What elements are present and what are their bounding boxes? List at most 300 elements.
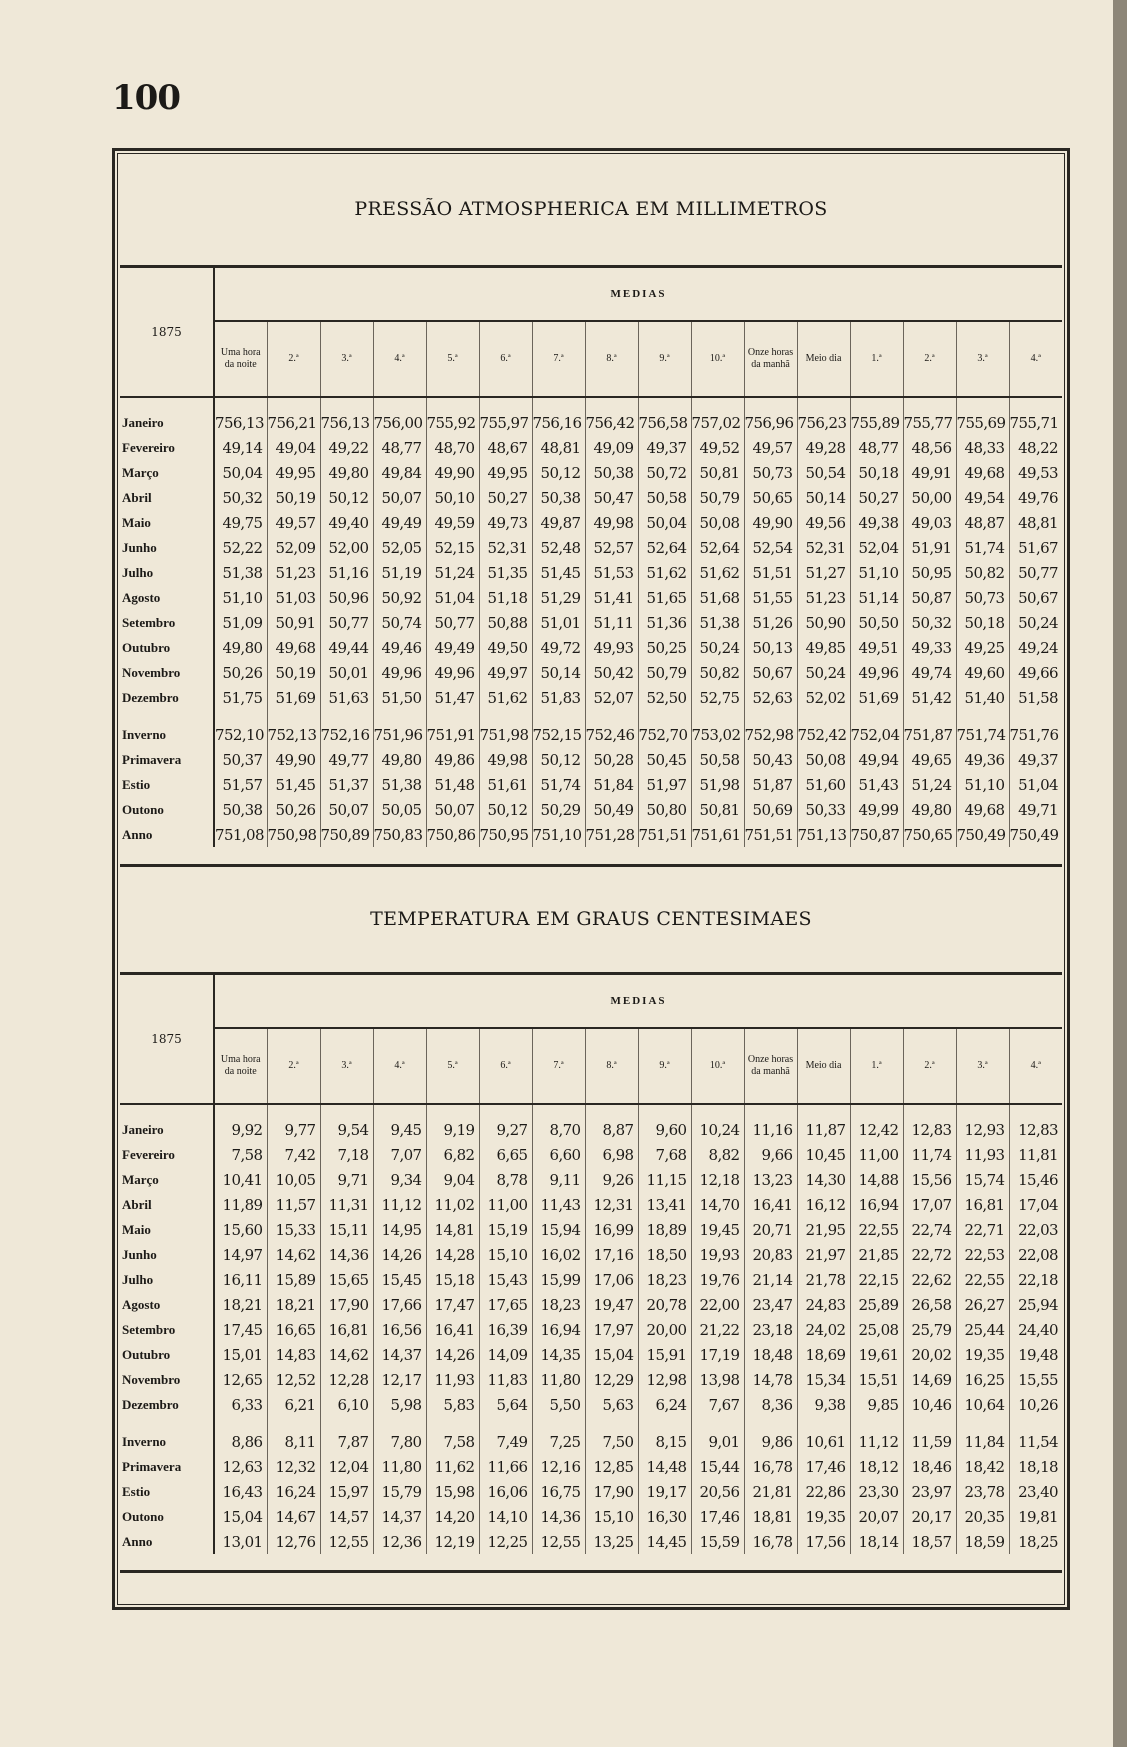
temperature-value-cell: 14,26 bbox=[373, 1242, 426, 1267]
temperature-value-cell: 20,78 bbox=[638, 1292, 691, 1317]
pressure-value-cell: 49,80 bbox=[320, 460, 373, 485]
pressure-value-cell: 50,24 bbox=[797, 660, 850, 685]
page-number: 100 bbox=[112, 78, 180, 118]
temperature-value-cell: 21,85 bbox=[850, 1242, 903, 1267]
pressure-spacer-cell bbox=[120, 397, 214, 410]
pressure-value-cell: 51,36 bbox=[638, 610, 691, 635]
pressure-value-cell: 756,23 bbox=[797, 410, 850, 435]
temperature-value-cell: 11,81 bbox=[1018, 1145, 1059, 1164]
pressure-value-cell: 48,87 bbox=[956, 510, 1009, 535]
pressure-value-cell: 751,91 bbox=[426, 722, 479, 747]
temperature-value-cell: 15,74 bbox=[956, 1167, 1009, 1192]
pressure-value-cell: 49,90 bbox=[744, 510, 797, 535]
temperature-value-cell: 11,83 bbox=[479, 1367, 532, 1392]
temperature-value-cell: 15,45 bbox=[373, 1267, 426, 1292]
pressure-row-label: Abril bbox=[120, 485, 214, 510]
pressure-title: PRESSÃO ATMOSPHERICA EM MILLIMETROS bbox=[354, 198, 828, 220]
pressure-value-cell: 750,98 bbox=[267, 822, 320, 847]
pressure-value-cell: 48,67 bbox=[479, 435, 532, 460]
temperature-spacer-cell bbox=[638, 1417, 691, 1429]
pressure-value-cell: 51,83 bbox=[532, 685, 585, 710]
pressure-value-cell: 49,85 bbox=[797, 635, 850, 660]
temperature-value-cell: 23,78 bbox=[956, 1479, 1009, 1504]
temperature-value-cell: 5,83 bbox=[426, 1392, 479, 1417]
pressure-value-cell: 52,05 bbox=[373, 535, 426, 560]
pressure-value-cell: 51,53 bbox=[585, 560, 638, 585]
pressure-value-cell: 751,08 bbox=[214, 822, 267, 847]
pressure-spacer-cell bbox=[1009, 397, 1062, 410]
pressure-value-cell: 51,75 bbox=[214, 685, 267, 710]
pressure-value-cell: 51,09 bbox=[214, 610, 267, 635]
temperature-value-cell: 9,27 bbox=[479, 1117, 532, 1142]
pressure-value-cell: 51,48 bbox=[426, 772, 479, 797]
temperature-value-cell: 8,70 bbox=[532, 1117, 585, 1142]
temperature-value-cell: 14,81 bbox=[426, 1217, 479, 1242]
temperature-spacer-cell bbox=[903, 1417, 956, 1429]
pressure-row-label: Outubro bbox=[120, 635, 214, 660]
pressure-value-cell: 755,71 bbox=[1009, 413, 1059, 432]
pressure-value-cell: 50,08 bbox=[797, 747, 850, 772]
temperature-value-cell: 12,04 bbox=[320, 1454, 373, 1479]
temperature-row-label: Primavera bbox=[120, 1454, 214, 1479]
temperature-value-cell: 9,60 bbox=[638, 1117, 691, 1142]
pressure-value-cell: 52,31 bbox=[479, 535, 532, 560]
pressure-value-cell: 49,36 bbox=[956, 747, 1009, 772]
pressure-value-cell: 50,80 bbox=[638, 797, 691, 822]
pressure-row-label: Setembro bbox=[120, 610, 214, 635]
pressure-value-cell: 50,27 bbox=[479, 485, 532, 510]
temperature-value-cell: 14,45 bbox=[638, 1529, 691, 1554]
pressure-value-cell: 752,98 bbox=[744, 722, 797, 747]
temperature-value-cell: 17,16 bbox=[585, 1242, 638, 1267]
pressure-month-row bbox=[120, 560, 1062, 585]
temperature-value-cell: 12,29 bbox=[585, 1367, 638, 1392]
temperature-value-cell: 19,81 bbox=[1018, 1507, 1059, 1526]
temperature-month-row bbox=[120, 1342, 1062, 1367]
temperature-value-cell: 11,80 bbox=[532, 1367, 585, 1392]
pressure-value-cell: 50,73 bbox=[744, 460, 797, 485]
pressure-value-cell: 49,95 bbox=[267, 460, 320, 485]
temperature-month-row bbox=[120, 1192, 1062, 1217]
pressure-value-cell: 50,79 bbox=[638, 660, 691, 685]
pressure-row-label: Dezembro bbox=[120, 685, 214, 710]
temperature-value-cell: 17,06 bbox=[585, 1267, 638, 1292]
pressure-value-cell: 751,87 bbox=[903, 722, 956, 747]
pressure-spacer-cell bbox=[956, 397, 1009, 410]
temperature-value-cell: 7,18 bbox=[320, 1142, 373, 1167]
pressure-value-cell: 756,42 bbox=[585, 410, 638, 435]
temperature-value-cell: 7,87 bbox=[320, 1429, 373, 1454]
temperature-row-label: Abril bbox=[120, 1192, 214, 1217]
temperature-row-label: Dezembro bbox=[120, 1392, 214, 1417]
pressure-value-cell: 751,51 bbox=[744, 822, 797, 847]
pressure-value-cell: 51,14 bbox=[850, 585, 903, 610]
temperature-column-header: 3.ª bbox=[320, 1028, 373, 1104]
temperature-month-row bbox=[120, 1117, 1062, 1142]
pressure-value-cell: 50,88 bbox=[479, 610, 532, 635]
temperature-value-cell: 16,78 bbox=[744, 1454, 797, 1479]
temperature-spacer-cell bbox=[691, 1417, 744, 1429]
temperature-bottom-rule bbox=[120, 1570, 1062, 1573]
temperature-spacer-cell bbox=[214, 1104, 267, 1117]
pressure-value-cell: 50,92 bbox=[373, 585, 426, 610]
temperature-value-cell: 11,12 bbox=[373, 1192, 426, 1217]
temperature-value-cell: 16,39 bbox=[479, 1317, 532, 1342]
pressure-value-cell: 52,15 bbox=[426, 535, 479, 560]
pressure-value-cell: 50,04 bbox=[638, 510, 691, 535]
temperature-year-label: 1875 bbox=[120, 974, 214, 1105]
pressure-spacer-cell bbox=[373, 710, 426, 722]
temperature-value-cell: 15,91 bbox=[638, 1342, 691, 1367]
temperature-value-cell: 9,45 bbox=[373, 1117, 426, 1142]
temperature-column-header: 5.ª bbox=[426, 1028, 479, 1104]
pressure-value-cell: 48,81 bbox=[532, 435, 585, 460]
temperature-spacer-cell bbox=[956, 1417, 1009, 1429]
temperature-value-cell: 14,69 bbox=[903, 1367, 956, 1392]
temperature-value-cell: 22,71 bbox=[956, 1217, 1009, 1242]
temperature-value-cell: 6,33 bbox=[214, 1392, 267, 1417]
temperature-value-cell: 11,43 bbox=[532, 1192, 585, 1217]
temperature-spacer-cell bbox=[120, 1417, 214, 1429]
pressure-value-cell: 757,02 bbox=[691, 410, 744, 435]
temperature-value-cell: 8,82 bbox=[691, 1142, 744, 1167]
pressure-value-cell: 750,86 bbox=[426, 822, 479, 847]
pressure-value-cell: 50,65 bbox=[744, 485, 797, 510]
pressure-row-label: Anno bbox=[120, 822, 214, 847]
temperature-value-cell: 18,23 bbox=[532, 1292, 585, 1317]
temperature-value-cell: 22,72 bbox=[903, 1242, 956, 1267]
pressure-season-row bbox=[120, 747, 1062, 772]
pressure-month-row bbox=[120, 410, 1062, 435]
temperature-value-cell: 11,59 bbox=[903, 1429, 956, 1454]
temperature-spacer-cell bbox=[638, 1104, 691, 1117]
temperature-value-cell: 17,04 bbox=[1018, 1195, 1059, 1214]
pressure-medias-label: MEDIAS bbox=[214, 267, 1062, 322]
pressure-month-row bbox=[120, 610, 1062, 635]
temperature-row-label: Estio bbox=[120, 1479, 214, 1504]
temperature-value-cell: 15,19 bbox=[479, 1217, 532, 1242]
pressure-value-cell: 51,01 bbox=[532, 610, 585, 635]
temperature-value-cell: 18,18 bbox=[1018, 1457, 1059, 1476]
pressure-value-cell: 49,90 bbox=[267, 747, 320, 772]
temperature-row-label: Setembro bbox=[120, 1317, 214, 1342]
temperature-value-cell: 18,81 bbox=[744, 1504, 797, 1529]
temperature-value-cell: 18,57 bbox=[903, 1529, 956, 1554]
pressure-value-cell: 51,67 bbox=[1018, 538, 1059, 557]
pressure-value-cell: 751,74 bbox=[956, 722, 1009, 747]
temperature-value-cell: 11,74 bbox=[903, 1142, 956, 1167]
temperature-value-cell: 14,95 bbox=[373, 1217, 426, 1242]
pressure-value-cell: 49,03 bbox=[903, 510, 956, 535]
temperature-value-cell: 14,78 bbox=[744, 1367, 797, 1392]
temperature-value-cell: 13,25 bbox=[585, 1529, 638, 1554]
pressure-column-header: 7.ª bbox=[532, 321, 585, 397]
pressure-value-cell: 49,97 bbox=[479, 660, 532, 685]
temperature-value-cell: 20,71 bbox=[744, 1217, 797, 1242]
temperature-value-cell: 16,81 bbox=[956, 1192, 1009, 1217]
pressure-value-cell: 752,16 bbox=[320, 722, 373, 747]
pressure-value-cell: 50,07 bbox=[320, 797, 373, 822]
temperature-value-cell: 16,94 bbox=[850, 1192, 903, 1217]
temperature-value-cell: 9,11 bbox=[532, 1167, 585, 1192]
temperature-value-cell: 17,56 bbox=[797, 1529, 850, 1554]
pressure-value-cell: 50,00 bbox=[903, 485, 956, 510]
pressure-value-cell: 51,74 bbox=[532, 772, 585, 797]
temperature-value-cell: 7,58 bbox=[214, 1142, 267, 1167]
temperature-value-cell: 18,14 bbox=[850, 1529, 903, 1554]
temperature-spacer-cell bbox=[373, 1417, 426, 1429]
temperature-value-cell: 11,31 bbox=[320, 1192, 373, 1217]
temperature-value-cell: 11,16 bbox=[744, 1117, 797, 1142]
pressure-value-cell: 51,18 bbox=[479, 585, 532, 610]
pressure-value-cell: 51,97 bbox=[638, 772, 691, 797]
pressure-value-cell: 52,04 bbox=[850, 535, 903, 560]
pressure-value-cell: 50,96 bbox=[320, 585, 373, 610]
temperature-value-cell: 13,01 bbox=[214, 1529, 267, 1554]
temperature-value-cell: 12,28 bbox=[320, 1367, 373, 1392]
pressure-value-cell: 52,64 bbox=[638, 535, 691, 560]
temperature-row-label: Outono bbox=[120, 1504, 214, 1529]
pressure-value-cell: 752,13 bbox=[267, 722, 320, 747]
pressure-value-cell: 51,16 bbox=[320, 560, 373, 585]
pressure-value-cell: 51,29 bbox=[532, 585, 585, 610]
temperature-spacer-cell bbox=[320, 1417, 373, 1429]
pressure-month-row bbox=[120, 435, 1062, 460]
pressure-spacer-cell bbox=[638, 710, 691, 722]
pressure-value-cell: 751,76 bbox=[1009, 725, 1059, 744]
pressure-row-label: Agosto bbox=[120, 585, 214, 610]
temperature-value-cell: 22,18 bbox=[1018, 1270, 1059, 1289]
temperature-value-cell: 12,42 bbox=[850, 1117, 903, 1142]
temperature-value-cell: 24,83 bbox=[797, 1292, 850, 1317]
temperature-value-cell: 24,40 bbox=[1018, 1320, 1059, 1339]
temperature-value-cell: 18,48 bbox=[744, 1342, 797, 1367]
pressure-value-cell: 50,82 bbox=[956, 560, 1009, 585]
pressure-value-cell: 49,77 bbox=[320, 747, 373, 772]
pressure-value-cell: 751,51 bbox=[638, 822, 691, 847]
pressure-value-cell: 756,96 bbox=[744, 410, 797, 435]
pressure-value-cell: 52,75 bbox=[691, 685, 744, 710]
pressure-value-cell: 52,31 bbox=[797, 535, 850, 560]
temperature-value-cell: 10,46 bbox=[903, 1392, 956, 1417]
temperature-value-cell: 16,41 bbox=[426, 1317, 479, 1342]
pressure-value-cell: 750,87 bbox=[850, 822, 903, 847]
temperature-row-label: Agosto bbox=[120, 1292, 214, 1317]
pressure-value-cell: 751,10 bbox=[532, 822, 585, 847]
pressure-value-cell: 756,58 bbox=[638, 410, 691, 435]
pressure-value-cell: 51,37 bbox=[320, 772, 373, 797]
pressure-value-cell: 49,49 bbox=[426, 635, 479, 660]
pressure-value-cell: 50,26 bbox=[214, 660, 267, 685]
temperature-value-cell: 9,85 bbox=[850, 1392, 903, 1417]
temperature-value-cell: 18,50 bbox=[638, 1242, 691, 1267]
pressure-row-label: Inverno bbox=[120, 722, 214, 747]
temperature-value-cell: 11,62 bbox=[426, 1454, 479, 1479]
temperature-row-label: Março bbox=[120, 1167, 214, 1192]
temperature-month-row bbox=[120, 1267, 1062, 1292]
temperature-value-cell: 6,82 bbox=[426, 1142, 479, 1167]
temperature-value-cell: 11,00 bbox=[850, 1142, 903, 1167]
temperature-value-cell: 14,37 bbox=[373, 1504, 426, 1529]
pressure-value-cell: 50,37 bbox=[214, 747, 267, 772]
pressure-spacer-cell bbox=[850, 397, 903, 410]
temperature-value-cell: 15,04 bbox=[214, 1504, 267, 1529]
temperature-value-cell: 22,00 bbox=[691, 1292, 744, 1317]
temperature-value-cell: 11,12 bbox=[850, 1429, 903, 1454]
pressure-value-cell: 50,24 bbox=[1018, 613, 1059, 632]
pressure-value-cell: 50,04 bbox=[214, 460, 267, 485]
pressure-value-cell: 755,69 bbox=[956, 410, 1009, 435]
pressure-value-cell: 50,05 bbox=[373, 797, 426, 822]
pressure-value-cell: 49,57 bbox=[267, 510, 320, 535]
temperature-value-cell: 10,05 bbox=[267, 1167, 320, 1192]
pressure-value-cell: 750,95 bbox=[479, 822, 532, 847]
pressure-month-row bbox=[120, 510, 1062, 535]
pressure-value-cell: 51,10 bbox=[214, 585, 267, 610]
pressure-value-cell: 48,56 bbox=[903, 435, 956, 460]
pressure-row-label: Janeiro bbox=[120, 410, 214, 435]
temperature-value-cell: 16,78 bbox=[744, 1529, 797, 1554]
temperature-medias-label: MEDIAS bbox=[214, 974, 1062, 1029]
pressure-value-cell: 51,57 bbox=[214, 772, 267, 797]
temperature-value-cell: 19,35 bbox=[797, 1504, 850, 1529]
temperature-value-cell: 10,41 bbox=[214, 1167, 267, 1192]
pressure-value-cell: 49,60 bbox=[956, 660, 1009, 685]
temperature-value-cell: 10,24 bbox=[691, 1117, 744, 1142]
pressure-spacer-cell bbox=[532, 397, 585, 410]
pressure-column-header: 9.ª bbox=[638, 321, 691, 397]
pressure-column-header: Uma hora da noite bbox=[214, 321, 267, 397]
pressure-value-cell: 50,32 bbox=[903, 610, 956, 635]
pressure-value-cell: 50,54 bbox=[797, 460, 850, 485]
pressure-value-cell: 50,58 bbox=[638, 485, 691, 510]
pressure-value-cell: 50,77 bbox=[320, 610, 373, 635]
pressure-value-cell: 50,13 bbox=[744, 635, 797, 660]
pressure-spacer-cell bbox=[585, 397, 638, 410]
temperature-value-cell: 14,70 bbox=[691, 1192, 744, 1217]
temperature-value-cell: 23,47 bbox=[744, 1292, 797, 1317]
pressure-value-cell: 49,68 bbox=[956, 797, 1009, 822]
temperature-value-cell: 18,69 bbox=[797, 1342, 850, 1367]
pressure-value-cell: 51,26 bbox=[744, 610, 797, 635]
temperature-spacer-cell bbox=[585, 1417, 638, 1429]
temperature-spacer-cell bbox=[691, 1104, 744, 1117]
pressure-column-header: 10.ª bbox=[691, 321, 744, 397]
pressure-value-cell: 51,55 bbox=[744, 585, 797, 610]
temperature-value-cell: 18,59 bbox=[956, 1529, 1009, 1554]
pressure-value-cell: 50,08 bbox=[691, 510, 744, 535]
temperature-value-cell: 9,54 bbox=[320, 1117, 373, 1142]
pressure-value-cell: 51,69 bbox=[267, 685, 320, 710]
pressure-value-cell: 51,60 bbox=[797, 772, 850, 797]
temperature-value-cell: 17,90 bbox=[585, 1479, 638, 1504]
pressure-value-cell: 50,81 bbox=[691, 460, 744, 485]
pressure-season-row bbox=[120, 772, 1062, 797]
pressure-value-cell: 50,01 bbox=[320, 660, 373, 685]
pressure-value-cell: 52,48 bbox=[532, 535, 585, 560]
pressure-value-cell: 48,22 bbox=[1018, 438, 1059, 457]
temperature-value-cell: 18,23 bbox=[638, 1267, 691, 1292]
temperature-value-cell: 14,35 bbox=[532, 1342, 585, 1367]
pressure-value-cell: 50,10 bbox=[426, 485, 479, 510]
temperature-spacer-cell bbox=[479, 1104, 532, 1117]
temperature-value-cell: 19,76 bbox=[691, 1267, 744, 1292]
temperature-value-cell: 25,44 bbox=[956, 1317, 1009, 1342]
pressure-value-cell: 51,24 bbox=[903, 772, 956, 797]
pressure-value-cell: 49,52 bbox=[691, 435, 744, 460]
temperature-value-cell: 22,53 bbox=[956, 1242, 1009, 1267]
temperature-row-label: Maio bbox=[120, 1217, 214, 1242]
temperature-column-header: Uma hora da noite bbox=[214, 1028, 267, 1104]
pressure-month-row bbox=[120, 585, 1062, 610]
temperature-value-cell: 18,46 bbox=[903, 1454, 956, 1479]
pressure-value-cell: 49,96 bbox=[373, 660, 426, 685]
pressure-value-cell: 48,77 bbox=[373, 435, 426, 460]
temperature-value-cell: 9,04 bbox=[426, 1167, 479, 1192]
temperature-value-cell: 6,10 bbox=[320, 1392, 373, 1417]
pressure-value-cell: 49,09 bbox=[585, 435, 638, 460]
pressure-spacer-cell bbox=[744, 397, 797, 410]
temperature-column-header: 3.ª bbox=[956, 1028, 1009, 1104]
pressure-value-cell: 50,42 bbox=[585, 660, 638, 685]
pressure-value-cell: 49,37 bbox=[638, 435, 691, 460]
temperature-value-cell: 19,35 bbox=[956, 1342, 1009, 1367]
temperature-value-cell: 10,61 bbox=[797, 1429, 850, 1454]
temperature-value-cell: 19,47 bbox=[585, 1292, 638, 1317]
temperature-value-cell: 14,62 bbox=[267, 1242, 320, 1267]
pressure-value-cell: 49,86 bbox=[426, 747, 479, 772]
pressure-value-cell: 50,95 bbox=[903, 560, 956, 585]
temperature-value-cell: 9,01 bbox=[691, 1429, 744, 1454]
temperature-value-cell: 14,36 bbox=[320, 1242, 373, 1267]
temperature-month-row bbox=[120, 1367, 1062, 1392]
temperature-column-header: Meio dia bbox=[797, 1028, 850, 1104]
pressure-value-cell: 49,95 bbox=[479, 460, 532, 485]
temperature-value-cell: 15,46 bbox=[1018, 1170, 1059, 1189]
pressure-value-cell: 50,81 bbox=[691, 797, 744, 822]
pressure-value-cell: 50,77 bbox=[1018, 563, 1059, 582]
temperature-value-cell: 19,48 bbox=[1018, 1345, 1059, 1364]
temperature-value-cell: 22,86 bbox=[797, 1479, 850, 1504]
pressure-value-cell: 51,50 bbox=[373, 685, 426, 710]
pressure-value-cell: 50,07 bbox=[373, 485, 426, 510]
pressure-spacer-row bbox=[120, 710, 1062, 722]
temperature-spacer-cell bbox=[744, 1417, 797, 1429]
pressure-spacer-cell bbox=[426, 397, 479, 410]
temperature-value-cell: 6,24 bbox=[638, 1392, 691, 1417]
pressure-spacer-cell bbox=[320, 710, 373, 722]
temperature-value-cell: 12,52 bbox=[267, 1367, 320, 1392]
pressure-value-cell: 51,63 bbox=[320, 685, 373, 710]
pressure-spacer-cell bbox=[426, 710, 479, 722]
pressure-column-header: 4.ª bbox=[373, 321, 426, 397]
pressure-value-cell: 49,50 bbox=[479, 635, 532, 660]
pressure-value-cell: 51,45 bbox=[532, 560, 585, 585]
pressure-spacer-cell bbox=[691, 710, 744, 722]
temperature-value-cell: 21,97 bbox=[797, 1242, 850, 1267]
pressure-row-label: Outono bbox=[120, 797, 214, 822]
pressure-table bbox=[120, 265, 1062, 847]
pressure-value-cell: 51,03 bbox=[267, 585, 320, 610]
pressure-value-cell: 755,77 bbox=[903, 410, 956, 435]
temperature-value-cell: 12,19 bbox=[426, 1529, 479, 1554]
pressure-column-header: 2.ª bbox=[903, 321, 956, 397]
temperature-value-cell: 13,41 bbox=[638, 1192, 691, 1217]
pressure-value-cell: 50,91 bbox=[267, 610, 320, 635]
pressure-column-header: 5.ª bbox=[426, 321, 479, 397]
temperature-spacer-cell bbox=[267, 1417, 320, 1429]
temperature-column-header: 4.ª bbox=[1009, 1028, 1062, 1104]
